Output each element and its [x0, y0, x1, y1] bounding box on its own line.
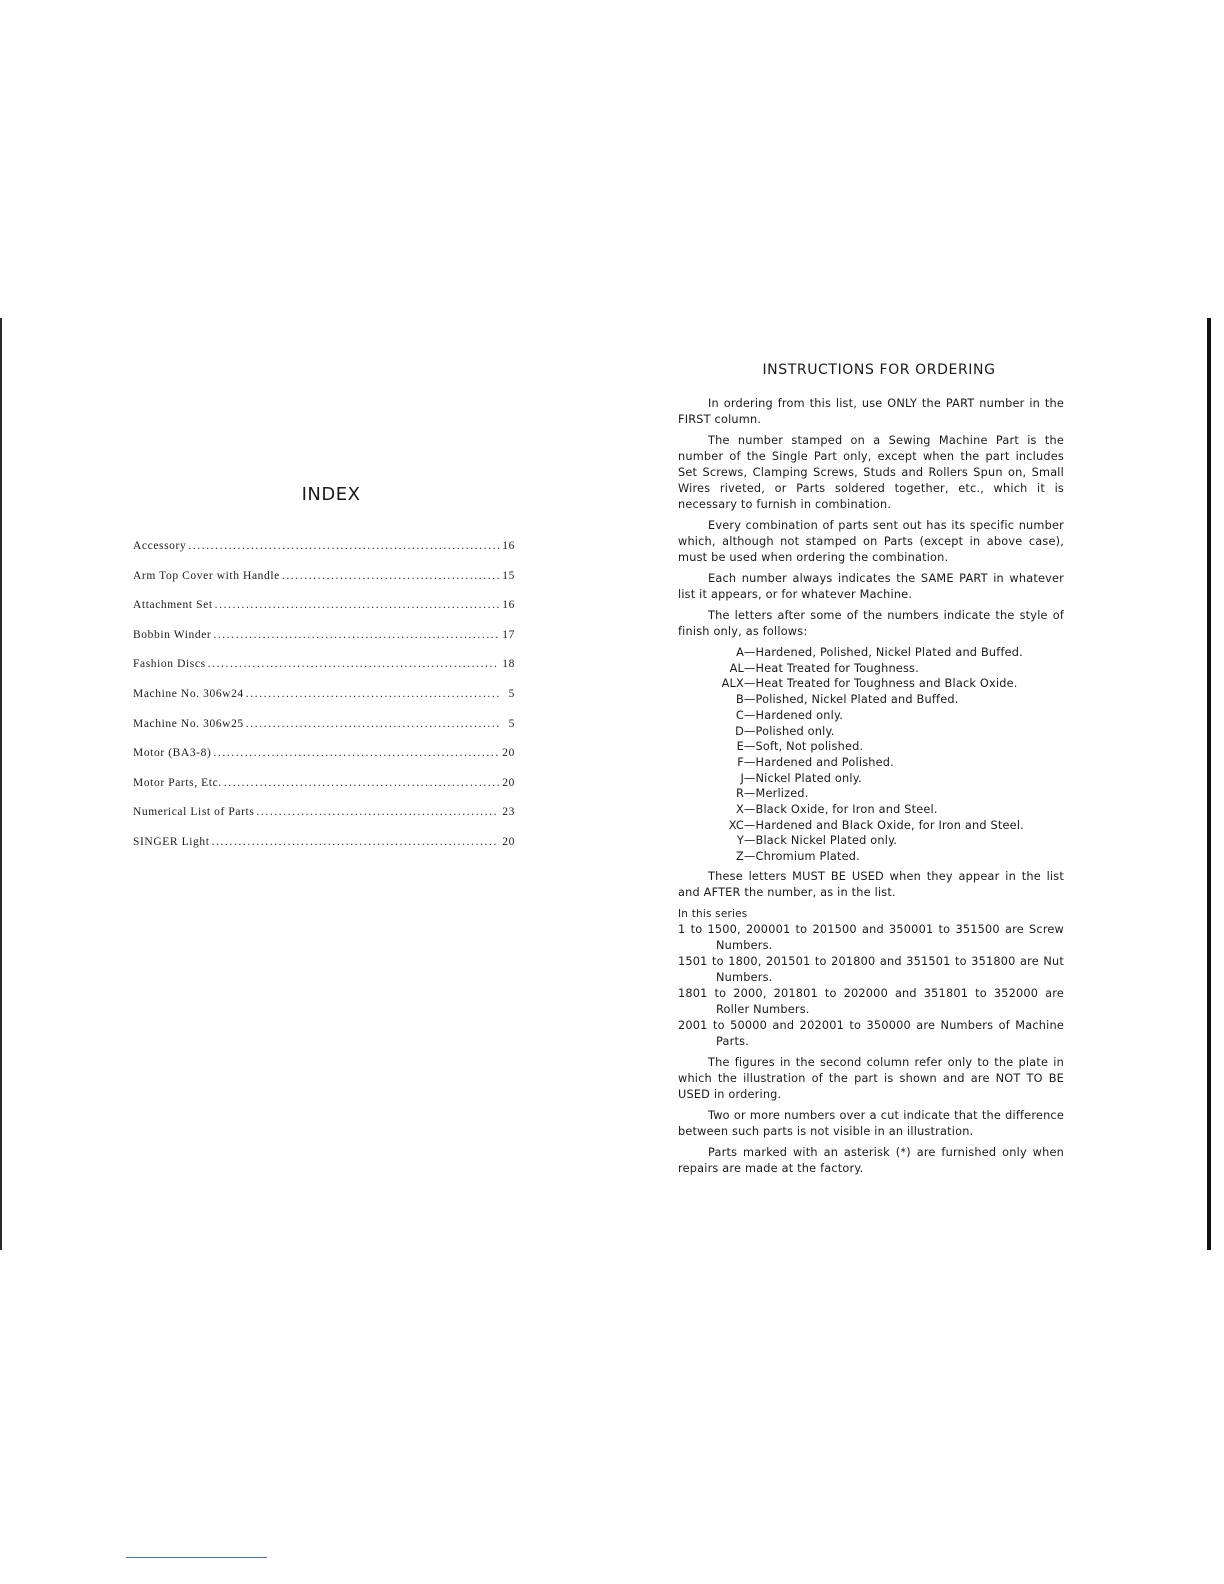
index-entry-page: 15	[502, 569, 515, 582]
index-entry-page: 23	[502, 806, 515, 819]
index-entry	[133, 836, 515, 866]
finish-dash: —	[744, 724, 756, 738]
finish-code: AL	[729, 661, 744, 675]
paragraph: The letters after some of the numbers indicate the style of finish only, as follows:	[678, 609, 1064, 638]
finish-dash: —	[744, 646, 756, 659]
index-entry-page: 20	[502, 776, 515, 789]
index-entry-label: Fashion Discs	[133, 658, 206, 671]
finish-dash: —	[744, 803, 756, 817]
finish-description: Heat Treated for Toughness.	[755, 661, 919, 675]
finish-item	[678, 708, 1064, 724]
index-entry-label: Motor (BA3-8)	[133, 747, 212, 760]
paragraph: The figures in the second column refer only to the plate in which the illustration of the part is shown and are NOT TO BE USED in ordering.	[678, 1055, 1064, 1101]
index-entry-page: 20	[502, 747, 515, 760]
finish-item	[678, 692, 1064, 708]
finish-description: Hardened and Black Oxide, for Iron and Steel.	[755, 818, 1024, 832]
index-entry-label: Accessory	[133, 540, 187, 552]
instructions-title: INSTRUCTIONS FOR ORDERING	[762, 362, 996, 378]
finish-item	[678, 849, 1064, 865]
finish-code: D	[735, 724, 744, 738]
index-entry	[133, 599, 515, 629]
index-entry	[133, 629, 515, 659]
index-entry-label: SINGER Light	[133, 835, 210, 848]
finish-item	[678, 724, 1064, 740]
instructions-column	[678, 362, 1064, 1182]
finish-description: Polished, Nickel Plated and Buffed.	[755, 693, 959, 707]
index-entry-page: 5	[508, 717, 515, 730]
finish-dash: —	[744, 834, 756, 848]
paragraph: The number stamped on a Sewing Machine Part is the number of the Single Part only, except when the part includes Set Screws, Clamping Screws, Studs and Rollers Spun on, Small Wires riveted, or Parts soldered together, etc., which it is necessary to furnish in combination.	[678, 434, 1064, 511]
index-entry	[133, 658, 515, 688]
finish-code: J	[740, 771, 744, 785]
finish-item	[678, 802, 1064, 818]
index-entry-label: Machine No. 306w25	[133, 717, 244, 730]
finish-code: Y	[736, 834, 744, 848]
finish-dash: —	[744, 850, 756, 864]
bottom-rule	[126, 1557, 267, 1558]
series-heading: In this series	[678, 907, 748, 920]
finish-code: B	[736, 693, 744, 707]
page-edge-right	[1207, 318, 1211, 1250]
dot-leader	[212, 836, 499, 848]
finish-code: C	[735, 708, 744, 722]
dot-leader	[246, 688, 499, 700]
finish-item	[678, 739, 1064, 755]
dot-leader	[188, 540, 499, 552]
finish-item	[678, 676, 1064, 692]
dot-leader	[282, 570, 499, 582]
finish-item	[678, 755, 1064, 771]
finish-description: Hardened and Polished.	[755, 755, 894, 769]
finish-item	[678, 661, 1064, 677]
finish-list	[678, 645, 1064, 865]
finish-description: Hardened, Polished, Nickel Plated and Buffed.	[755, 646, 1023, 659]
index-entry	[133, 777, 515, 807]
finish-item	[678, 833, 1064, 849]
index-entry	[133, 688, 515, 718]
finish-description: Black Nickel Plated only.	[755, 834, 898, 848]
number-range: 2001 to 50000 and 202001 to 350000 are Numbers of Machine Parts.	[678, 1018, 1064, 1048]
finish-item	[678, 818, 1064, 834]
index-entry-page: 5	[508, 687, 515, 700]
index-list	[133, 540, 515, 866]
paragraph: Each number always indicates the SAME PART in whatever list it appears, or for whatever Machine.	[678, 572, 1064, 601]
finish-description: Black Oxide, for Iron and Steel.	[755, 803, 938, 817]
index-entry-page: 18	[502, 658, 515, 671]
dot-leader	[215, 599, 499, 611]
dot-leader	[213, 747, 499, 759]
finish-dash: —	[744, 755, 756, 769]
finish-description: Soft, Not polished.	[755, 740, 864, 754]
finish-dash: —	[744, 740, 756, 754]
number-range: 1 to 1500, 200001 to 201500 and 350001 to 351500 are Screw Numbers.	[678, 922, 1064, 952]
dot-leader	[208, 658, 499, 670]
finish-dash: —	[744, 693, 756, 707]
finish-dash: —	[744, 708, 756, 722]
index-entry-label: Numerical List of Parts	[133, 806, 255, 819]
index-entry-page: 17	[502, 628, 515, 641]
index-entry-page: 20	[502, 835, 515, 848]
index-entry-label: Arm Top Cover with Handle	[133, 569, 280, 582]
finish-description: Merlized.	[755, 787, 809, 801]
index-entry-page: 16	[502, 540, 515, 552]
index-entry	[133, 718, 515, 748]
dot-leader	[256, 806, 499, 818]
finish-code: R	[735, 787, 744, 801]
finish-description: Chromium Plated.	[755, 850, 860, 864]
page-edge-left	[0, 318, 2, 1250]
finish-description: Nickel Plated only.	[755, 771, 862, 785]
index-entry-label: Motor Parts, Etc.	[133, 776, 222, 789]
finish-item	[678, 645, 1064, 661]
index-entry	[133, 747, 515, 777]
finish-dash: —	[744, 677, 756, 691]
paragraph: Every combination of parts sent out has its specific number which, although not stamped on Parts (except in above case), must be used when ordering the combination.	[678, 519, 1064, 564]
index-entry	[133, 570, 515, 600]
number-range: 1801 to 2000, 201801 to 202000 and 351801 to 352000 are Roller Numbers.	[678, 986, 1064, 1016]
finish-item	[678, 786, 1064, 802]
finish-code: Z	[736, 850, 744, 864]
index-entry-label: Bobbin Winder	[133, 628, 212, 641]
finish-description: Heat Treated for Toughness and Black Oxide.	[755, 677, 1018, 691]
finish-code: E	[736, 740, 744, 754]
finish-dash: —	[744, 661, 756, 675]
index-entry-label: Attachment Set	[133, 599, 213, 612]
finish-description: Polished only.	[755, 724, 835, 738]
finish-code: F	[737, 755, 744, 769]
index-entry	[133, 540, 515, 570]
dot-leader	[224, 777, 499, 789]
paragraph: In ordering from this list, use ONLY the PART number in the FIRST column.	[678, 397, 1064, 426]
finish-item	[678, 771, 1064, 787]
index-entry-label: Machine No. 306w24	[133, 687, 244, 700]
number-range: 1501 to 1800, 201501 to 201800 and 351501 to 351800 are Nut Numbers.	[678, 954, 1064, 984]
finish-code: X	[736, 803, 744, 817]
finish-dash: —	[744, 787, 756, 801]
paragraph: Two or more numbers over a cut indicate that the difference between such parts is not visible in an illustration.	[678, 1108, 1064, 1138]
finish-code: A	[736, 646, 744, 659]
index-entry-page: 16	[502, 599, 515, 612]
finish-code: ALX	[721, 677, 744, 691]
finish-code: XC	[728, 818, 744, 832]
dot-leader	[213, 629, 499, 641]
finish-dash: —	[744, 818, 756, 832]
finish-description: Hardened only.	[755, 708, 844, 722]
letters-note: These letters MUST BE USED when they appear in the list and AFTER the number, as in the list.	[678, 869, 1064, 899]
finish-dash: —	[744, 771, 756, 785]
index-title: INDEX	[301, 484, 361, 505]
index-entry	[133, 806, 515, 836]
dot-leader	[246, 718, 499, 730]
paragraph: Parts marked with an asterisk (*) are furnished only when repairs are made at the factory.	[678, 1145, 1064, 1175]
